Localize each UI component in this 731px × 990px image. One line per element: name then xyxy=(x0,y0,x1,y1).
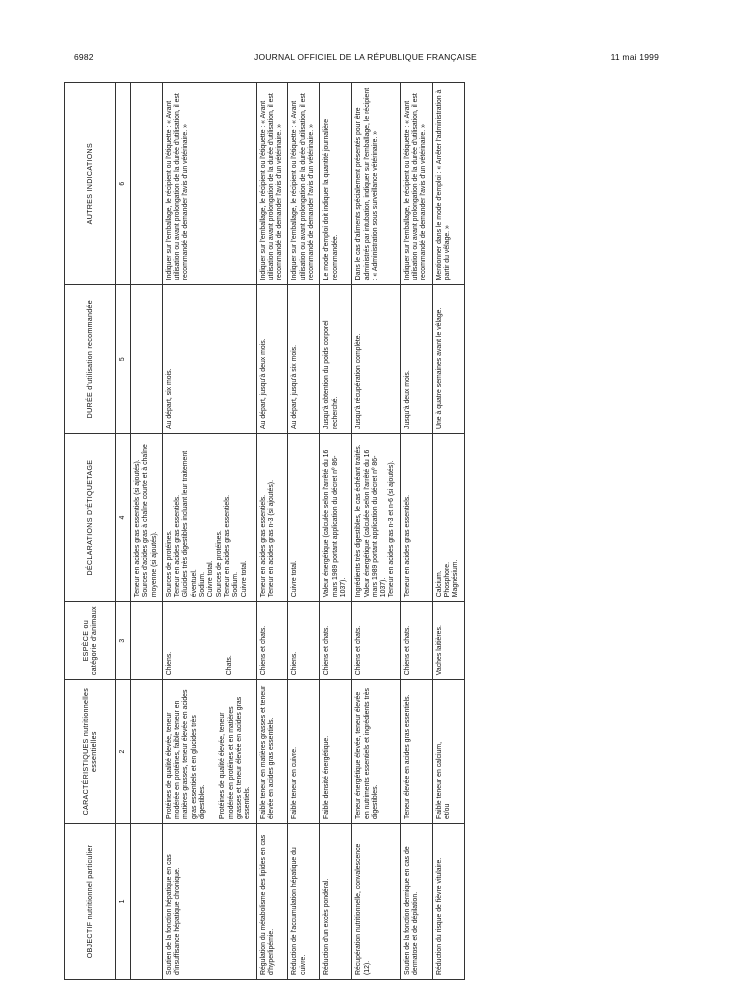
table-cell xyxy=(162,285,256,434)
table-cell xyxy=(352,285,400,434)
cell-line: Chiens. xyxy=(291,651,299,676)
table-cell xyxy=(352,602,400,680)
cell-line: Le mode d'emploi doit indiquer la quantité journalière recommandée. xyxy=(323,118,339,281)
cell-line: Faible teneur en matières grasses et teneur élevée en acides gras essentiels. xyxy=(259,685,275,819)
cell-line: Valeur énergétique (calculée selon l'arrêté du 16 mars 1989 portant application du décret nº 86-1037). xyxy=(323,449,347,598)
table-cell xyxy=(400,285,432,434)
table-cell xyxy=(288,824,320,980)
continuation-row xyxy=(131,83,163,980)
cell-line: Régulation du métabolisme des lipides en cas d'hyperlipémie. xyxy=(259,834,275,975)
cell-line: Cuivre total. xyxy=(291,560,299,598)
table-cell xyxy=(162,434,256,602)
cell-line: Réduction du risque de fièvre vitulaire. xyxy=(435,857,443,975)
cell-line: Sodium. xyxy=(232,571,240,598)
table-cell xyxy=(131,83,163,285)
cell-line: Indiquer sur l'emballage, le récipient ou l'étiquette : « Avant utilisation ou avant prolongation de la durée d'utilisation, il est recommandé de demander l'avis d'un vétérinaire. » xyxy=(291,93,316,281)
cell-line: Au départ, six mois. xyxy=(165,368,173,429)
cell-line: Chiens et chats. xyxy=(355,625,363,676)
cell-line: Chiens et chats. xyxy=(403,625,411,676)
table-cell xyxy=(256,83,288,285)
cell-line: Cuivre total. xyxy=(240,560,248,598)
cell-line: Teneur en acides gras essentiels (si ajoutés). xyxy=(134,459,141,598)
cell-line: Cuivre total. xyxy=(207,560,215,598)
cell-line: Sources d'acides gras à chaîne courte et à chaîne moyenne (si ajoutés). xyxy=(142,444,158,598)
cell-line: Sodium. xyxy=(199,571,207,598)
table-row xyxy=(320,83,352,980)
column-number-row xyxy=(116,83,131,980)
table-cell xyxy=(131,680,163,824)
table-cell xyxy=(162,680,256,824)
cell-line: Chats. xyxy=(226,655,234,676)
table-cell xyxy=(320,83,352,285)
table-cell xyxy=(288,602,320,680)
table-cell xyxy=(131,824,163,980)
column-number: 3 xyxy=(116,602,131,680)
column-header xyxy=(65,602,116,680)
table-cell xyxy=(131,285,163,434)
table-cell xyxy=(400,824,432,980)
table-cell xyxy=(320,602,352,680)
cell-line: Sources de protéines. xyxy=(165,530,173,598)
cell-line: Dans le cas d'aliments spécialement présentés pour être administrés par intubation, indiquer sur l'emballage, le récipient : « Administration sous surveillance vétérinaire. » xyxy=(355,87,379,281)
column-header-label: AUTRES INDICATIONS xyxy=(85,142,94,225)
cell-line: Jusqu'à obtention du poids corporel recherché. xyxy=(323,320,339,429)
cell-line: Protéines de qualité élevée, teneur modérée en protéines, faible teneur en matières grasses, teneur élevée en acides gras essentiels et en glucides très digestibles. xyxy=(165,689,207,819)
cell-line: Au départ, jusqu'à six mois. xyxy=(291,344,299,429)
table-cell xyxy=(320,434,352,602)
table-cell xyxy=(352,434,400,602)
table-cell xyxy=(256,824,288,980)
column-number: 4 xyxy=(116,434,131,602)
cell-line: Teneur en acides gras essentiels. xyxy=(259,494,267,598)
column-number: 1 xyxy=(116,824,131,980)
cell-line: Faible densité énergétique. xyxy=(323,735,331,819)
cell-line: Soutien de la fonction dermique en cas de dermatose et de dépilation. xyxy=(403,846,420,975)
column-header xyxy=(65,824,116,980)
table-cell xyxy=(256,434,288,602)
column-number: 6 xyxy=(116,83,131,285)
column-header-label: DURÉE d'utilisation recommandée xyxy=(85,300,94,419)
column-number: 2 xyxy=(116,680,131,824)
cell-line: Sources de protéines. xyxy=(215,530,223,598)
table-cell xyxy=(288,680,320,824)
column-header-label: CARACTÉRISTIQUES nutritionnelles essentielles xyxy=(81,687,98,816)
column-header xyxy=(65,285,116,434)
table-row xyxy=(256,83,288,980)
table-cell xyxy=(432,824,464,980)
table-cell xyxy=(256,285,288,434)
cell-line: Vaches laitières. xyxy=(435,625,443,676)
table-cell xyxy=(400,434,432,602)
table-cell xyxy=(352,680,400,824)
cell-line: Jusqu'à récupération complète. xyxy=(355,333,363,429)
table-row xyxy=(432,83,464,980)
column-header-label: ESPÈCE ou catégorie d'animaux xyxy=(81,606,98,676)
cell-line: Teneur en acides gras n-3 et n-6 (si ajoutés). xyxy=(388,460,396,598)
cell-line: Soutien de la fonction hépatique en cas d'insuffisance hépatique chronique. xyxy=(165,854,182,975)
cell-line: Calcium. xyxy=(435,570,443,598)
rotated-table-container xyxy=(64,82,668,980)
table-cell xyxy=(162,602,256,680)
table-cell xyxy=(352,824,400,980)
cell-line: Teneur en acides gras essentiels. xyxy=(403,494,411,598)
table-row xyxy=(352,83,400,980)
table-cell xyxy=(162,824,256,980)
column-header xyxy=(65,434,116,602)
table-cell xyxy=(288,83,320,285)
table-row xyxy=(162,83,256,980)
cell-line: Ingrédients très digestibles, le cas échéant traités. xyxy=(355,444,363,598)
cell-spacer xyxy=(207,684,219,819)
cell-line: Indiquer sur l'emballage, le récipient ou l'étiquette : « Avant utilisation ou avant prolongation de la durée d'utilisation, il est recommandé de demander l'avis d'un vétérinaire. » xyxy=(259,93,284,281)
cell-line: Mentionner dans le mode d'emploi : « Arrêter l'administration à partir du vêlage. » xyxy=(435,89,451,281)
table-cell xyxy=(432,680,464,824)
table-cell xyxy=(288,285,320,434)
cell-line: Faible teneur en calcium, xyxy=(435,742,443,819)
table-cell xyxy=(400,680,432,824)
cell-line: Teneur élevée en acides gras essentiels. xyxy=(403,694,411,819)
table-cell xyxy=(320,680,352,824)
cell-line: Indiquer sur l'emballage, le récipient ou l'étiquette : « Avant utilisation ou avant prolongation de la durée d'utilisation, il est recommandé de demander l'avis d'un vétérinaire. » xyxy=(403,93,428,281)
cell-line: Réduction de l'accumulation hépatique du cuivre. xyxy=(291,847,307,975)
column-header-label: DÉCLARATIONS D'ÉTIQUETAGE xyxy=(85,459,94,576)
column-number: 5 xyxy=(116,285,131,434)
table-cell xyxy=(320,824,352,980)
cell-line: Magnésium. xyxy=(452,559,460,598)
table-cell xyxy=(131,602,163,680)
cell-spacer xyxy=(174,606,226,675)
cell-line: Chiens et chats. xyxy=(323,625,331,676)
column-header xyxy=(65,680,116,824)
cell-line: Chiens et chats. xyxy=(259,625,267,676)
table-cell xyxy=(432,83,464,285)
journal-title: JOURNAL OFFICIEL DE LA RÉPUBLIQUE FRANÇAISE xyxy=(254,52,477,62)
table-cell xyxy=(432,602,464,680)
table-cell xyxy=(432,434,464,602)
table-cell xyxy=(288,434,320,602)
cell-line: Réduction d'un excès pondéral. xyxy=(323,878,331,975)
cell-line: Teneur en acides gras essentiels. xyxy=(174,494,182,598)
publication-date: 11 mai 1999 xyxy=(610,52,659,62)
column-header xyxy=(65,83,116,285)
table-cell xyxy=(162,83,256,285)
table-cell xyxy=(400,83,432,285)
table-cell xyxy=(432,285,464,434)
table-cell xyxy=(256,680,288,824)
cell-line: Teneur en acides gras n-3 (si ajoutés). xyxy=(267,479,275,598)
page-number: 6982 xyxy=(74,52,94,62)
cell-line: Phosphore. xyxy=(443,561,451,598)
cell-line: Au départ, jusqu'à deux mois. xyxy=(259,338,267,429)
cell-line: Teneur en acides gras essentiels. xyxy=(223,494,231,598)
cell-line: Chiens. xyxy=(165,651,173,676)
cell-line: et/ou xyxy=(443,803,451,819)
table-cell xyxy=(131,434,163,602)
cell-line: Faible teneur en cuivre. xyxy=(291,746,299,819)
table-cell xyxy=(256,602,288,680)
cell-line: Protéines de qualité élevée, teneur modérée en protéines et en matières grasses et teneur élevée en acides gras essentiels. xyxy=(219,696,252,819)
table-cell xyxy=(400,602,432,680)
table-row xyxy=(400,83,432,980)
table-header-row xyxy=(65,83,116,980)
column-header-label: OBJECTIF nutritionnel particulier xyxy=(85,844,94,959)
cell-line: Teneur énergétique élevée, teneur élevée en nutriments essentiels et ingrédients très digestibles. xyxy=(355,688,379,819)
cell-line: Jusqu'à deux mois. xyxy=(403,370,411,429)
nutrition-objectives-table xyxy=(64,82,465,980)
cell-line: Valeur énergétique (calculée selon l'arrêté du 16 mars 1989 portant application du décret nº 86-1037). xyxy=(363,449,388,598)
cell-line: Indiquer sur l'emballage, le récipient ou l'étiquette : « Avant utilisation ou avant prolongation de la durée d'utilisation, il est recommandé de demander l'avis d'un vétérinaire. » xyxy=(165,93,190,281)
cell-line: Glucides très digestibles incluant leur traitement éventuel. xyxy=(182,450,198,598)
table-row xyxy=(288,83,320,980)
cell-line: Récupération nutritionnelle, convalescence (12). xyxy=(355,843,371,975)
cell-line: Une à quatre semaines avant le vêlage. xyxy=(435,307,443,429)
table-cell xyxy=(352,83,400,285)
table-cell xyxy=(320,285,352,434)
